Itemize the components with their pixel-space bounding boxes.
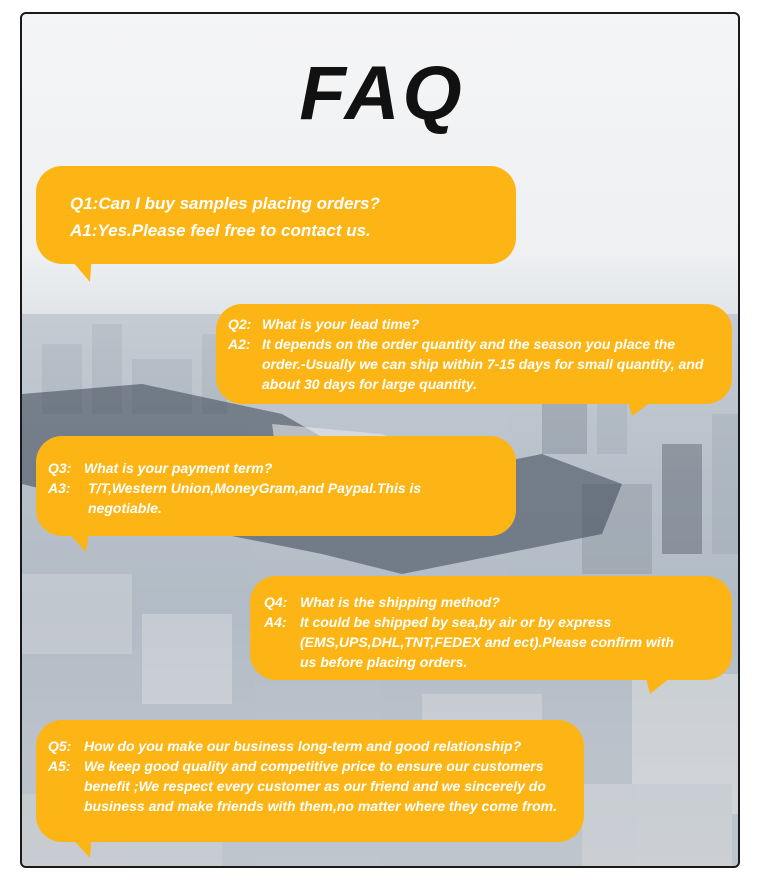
question-row [48,736,574,756]
question-text: What is your lead time? [262,316,420,332]
question-row [228,314,720,334]
faq-bubble-3 [36,436,516,536]
answer-row [70,217,516,244]
answer-label: A3: [48,480,71,496]
bubble-1-tail [66,254,96,284]
question-text: What is your payment term? [84,460,273,476]
question-label: Q2: [228,316,252,332]
question-text: How do you make our business long-term and good relationship? [84,738,522,754]
faq-bubble-2 [216,304,732,404]
question-label: Q4: [264,594,288,610]
bubble-5-tail [66,832,96,860]
question-row [264,592,722,612]
faq-bubble-4 [250,576,732,680]
answer-row [48,478,506,518]
answer-text: We keep good quality and competitive price to ensure our customers benefit ;We respect every customer as our friend and we sincerely do business and make friends with them,no matter where they come from. [84,758,558,814]
answer-row [264,612,722,672]
bubble-3-tail [62,526,92,554]
question-row [48,458,506,478]
answer-label: A2: [228,336,251,352]
answer-text: It could be shipped by sea,by air or by express (EMS,UPS,DHL,TNT,FEDEX and ect).Please confirm with us before placing orders. [300,614,674,670]
question-text: Can I buy samples placing orders? [98,194,380,213]
answer-text: T/T,Western Union,MoneyGram,and Paypal.This is negotiable. [88,480,422,516]
faq-bubble-1 [36,166,516,264]
bubble-2-tail [626,394,666,418]
answer-row [48,756,574,816]
faq-bubble-5 [36,720,584,842]
answer-row [228,334,720,394]
question-row [70,190,516,217]
page-title: FAQ [299,51,465,136]
bubble-4-tail [644,670,684,696]
question-label: Q5: [48,738,72,754]
answer-text: It depends on the order quantity and the season you place the order.-Usually we can ship within 7-15 days for small quantity, and about 30 days for large quantity. [262,336,704,392]
answer-label: A1: [70,221,98,240]
question-label: Q3: [48,460,72,476]
faq-banner [20,12,740,868]
answer-label: A4: [264,614,287,630]
answer-text: Yes.Please feel free to contact us. [97,221,371,240]
question-text: What is the shipping method? [300,594,500,610]
answer-label: A5: [48,758,71,774]
question-label: Q1: [70,194,99,213]
